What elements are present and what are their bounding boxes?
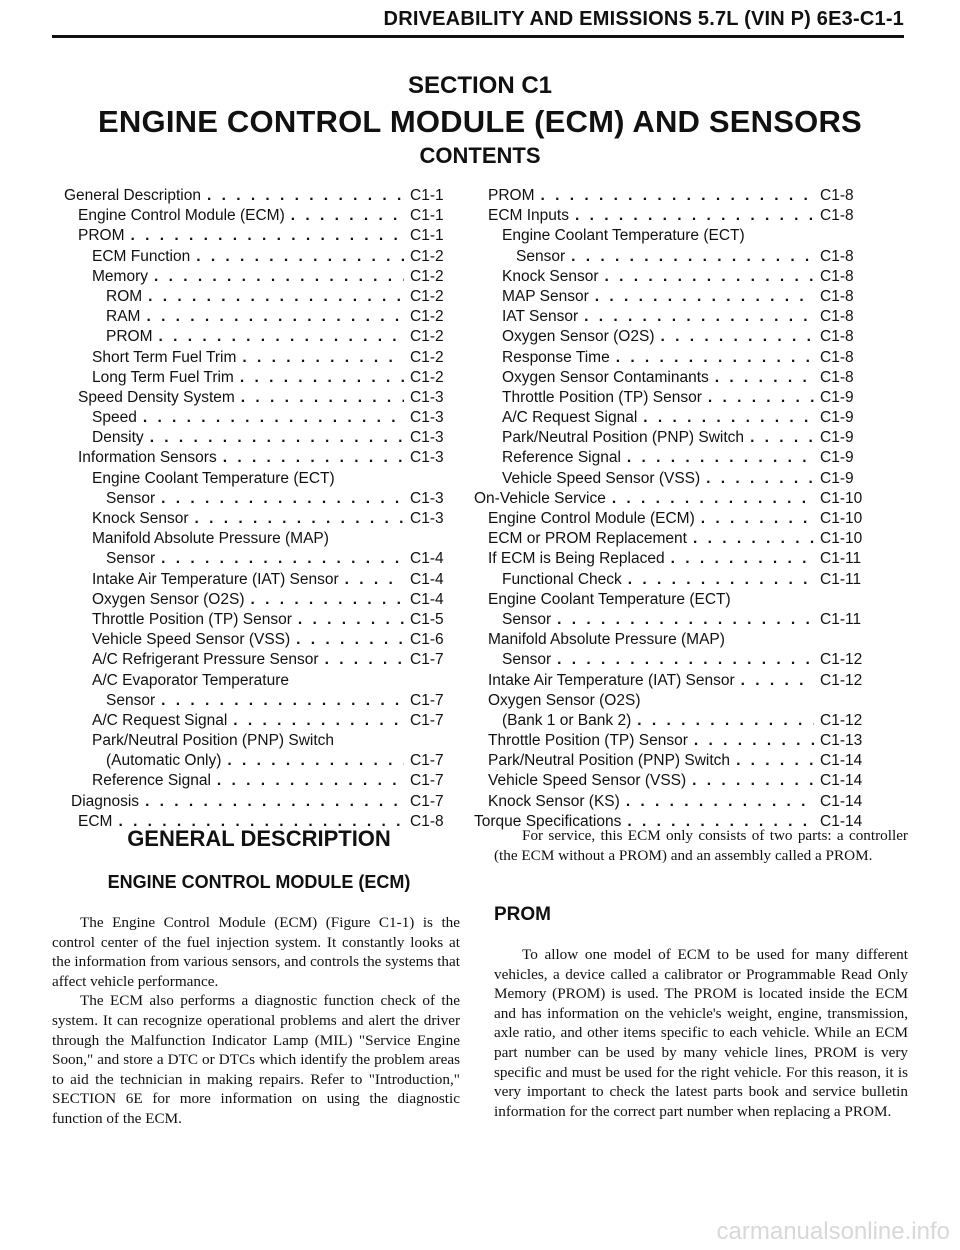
toc-leader-dots: [571, 247, 814, 267]
ecm-body: [52, 913, 460, 1129]
toc-entry-page: C1-3: [410, 388, 444, 406]
toc-leader-dots: [154, 267, 404, 287]
toc-entry: [64, 267, 454, 287]
toc-leader-dots: [612, 489, 814, 509]
toc-entry: [64, 428, 454, 448]
toc-entry: [474, 590, 864, 610]
toc-leader-dots: [217, 771, 404, 791]
toc-entry-label: Engine Control Module (ECM): [78, 207, 285, 225]
toc-entry-label: Knock Sensor (KS): [488, 792, 620, 810]
toc-leader-dots: [131, 226, 405, 246]
toc-entry: [474, 751, 864, 771]
toc-entry-label: Memory: [92, 267, 148, 285]
toc-entry-page: C1-4: [410, 590, 444, 608]
toc-entry-page: C1-7: [410, 752, 444, 770]
toc-entry: [474, 570, 864, 590]
toc-entry-label: Sensor: [106, 691, 156, 709]
toc-entry-page: C1-8: [820, 187, 854, 204]
toc-leader-dots: [616, 348, 814, 368]
toc-entry-page: C1-8: [820, 207, 854, 225]
toc-entry-label: IAT Sensor: [502, 308, 579, 326]
toc-entry-page: C1-4: [410, 570, 444, 588]
toc-entry: [64, 529, 454, 549]
toc-entry: [64, 206, 454, 226]
toc-entry-label: ECM or PROM Replacement: [488, 530, 687, 548]
toc-entry: [64, 186, 454, 206]
toc-entry-label: Engine Control Module (ECM): [488, 510, 695, 527]
toc-entry-label: A/C Refrigerant Pressure Sensor: [92, 651, 319, 669]
toc-entry-label: A/C Request Signal: [502, 409, 638, 427]
toc-entry-label: Knock Sensor: [502, 267, 599, 285]
toc-entry-label: Reference Signal: [92, 772, 211, 790]
toc-entry: [474, 247, 864, 267]
service-paragraph: For service, this ECM only consists of two parts: a controller (the ECM without a PROM) and an assembly called a PROM.: [494, 827, 908, 864]
toc-entry-page: C1-9: [820, 469, 854, 487]
toc-entry-page: C1-7: [410, 651, 444, 669]
toc-entry-page: C1-3: [410, 510, 444, 527]
toc-leader-dots: [671, 549, 814, 569]
toc-entry-page: C1-7: [410, 691, 444, 709]
toc-entry-label: Short Term Fuel Trim: [92, 348, 237, 366]
toc-leader-dots: [296, 630, 404, 650]
contents-heading: CONTENTS: [419, 143, 541, 168]
prom-paragraph: To allow one model of ECM to be used for many different vehicles, a device called a calibrator or Programmable Read Only Memory (PROM) is used. The PROM is located inside the ECM and has information on the vehicle's weight, engine, transmission, axle ratio, and other items specific to each vehicle. While an ECM part number can be used by many vehicle lines, PROM is very specific and must be used for the right vehicle. For this reason, it is very important to check the latest parts book and service bulletin information for the correct part number when replacing a PROM.: [494, 946, 908, 1120]
toc-entry-page: C1-12: [820, 711, 863, 729]
toc-leader-dots: [233, 711, 404, 731]
toc-entry: [64, 348, 454, 368]
toc-entry-label: Throttle Position (TP) Sensor: [92, 610, 292, 628]
toc-entry: [474, 408, 864, 428]
toc-entry-page: C1-9: [820, 429, 854, 447]
toc-entry-page: C1-9: [820, 409, 854, 427]
toc-entry-label: Functional Check: [502, 570, 622, 588]
toc-entry: [474, 186, 864, 206]
toc-entry-label: ECM Inputs: [488, 207, 569, 225]
toc-entry: [474, 448, 864, 468]
page-header: [0, 0, 960, 40]
toc-entry: [474, 428, 864, 448]
toc-entry-page: C1-2: [410, 267, 444, 285]
toc-leader-dots: [694, 731, 814, 751]
toc-entry: [474, 771, 864, 791]
toc-leader-dots: [708, 388, 814, 408]
toc-entry: [474, 509, 864, 529]
toc-entry-label: PROM: [488, 187, 535, 204]
ecm-paragraph-1: The Engine Control Module (ECM) (Figure C1-1) is the control center of the fuel injection system. It constantly looks at the information from various sensors, and controls the systems that affect vehicle performance.: [52, 914, 460, 990]
service-body: [494, 826, 908, 865]
toc-entry-page: C1-2: [410, 348, 444, 366]
toc-entry: [64, 771, 454, 791]
toc-entry-label: Sensor: [106, 489, 156, 507]
toc-entry: [474, 792, 864, 812]
toc-entry: [64, 247, 454, 267]
toc-leader-dots: [240, 368, 404, 388]
toc-entry-label: (Bank 1 or Bank 2): [502, 711, 632, 729]
toc-entry-page: C1-1: [410, 207, 444, 225]
toc-entry-label: Response Time: [502, 348, 610, 366]
toc-entry: [474, 327, 864, 347]
toc-entry-label: MAP Sensor: [502, 287, 589, 305]
toc-entry-label: Intake Air Temperature (IAT) Sensor: [92, 570, 339, 588]
toc-entry: [474, 549, 864, 569]
toc-entry-page: C1-8: [820, 328, 854, 346]
toc-entry-label: Density: [92, 429, 144, 447]
toc-entry-page: C1-14: [820, 772, 863, 790]
toc-entry: [64, 509, 454, 529]
toc-entry-label: Vehicle Speed Sensor (VSS): [92, 631, 291, 649]
toc-entry-page: C1-3: [410, 409, 444, 427]
toc-entry-page: C1-8: [820, 287, 854, 305]
toc-entry: [64, 711, 454, 731]
toc-entry-page: C1-10: [820, 530, 863, 548]
toc-entry-label: PROM: [106, 328, 153, 346]
toc-entry-page: C1-13: [820, 732, 863, 750]
toc-leader-dots: [736, 751, 814, 771]
toc-entry: [64, 671, 454, 691]
toc-entry-page: C1-6: [410, 631, 444, 649]
toc-entry-label: If ECM is Being Replaced: [488, 550, 665, 568]
toc-entry-label: On-Vehicle Service: [474, 489, 606, 507]
toc-entry: [64, 630, 454, 650]
toc-leader-dots: [692, 771, 814, 791]
toc-leader-dots: [741, 671, 814, 691]
toc-leader-dots: [706, 469, 814, 489]
toc-entry-page: C1-9: [820, 388, 854, 406]
toc-leader-dots: [325, 650, 404, 670]
toc-entry-label: Oxygen Sensor Contaminants: [502, 368, 709, 386]
toc-entry-page: C1-4: [410, 550, 444, 568]
toc-entry: [64, 448, 454, 468]
toc-entry-label: A/C Request Signal: [92, 711, 228, 729]
header-rule: [52, 35, 904, 38]
toc-entry-page: C1-12: [820, 671, 863, 689]
toc-entry-label: Throttle Position (TP) Sensor: [502, 388, 702, 406]
toc-entry-page: C1-12: [820, 651, 863, 669]
toc-entry: [474, 348, 864, 368]
toc-leader-dots: [750, 428, 814, 448]
toc-entry-page: C1-3: [410, 449, 444, 467]
toc-leader-dots: [143, 408, 404, 428]
toc-entry-label: Engine Coolant Temperature (ECT): [488, 590, 731, 608]
general-description-heading: GENERAL DESCRIPTION: [127, 826, 391, 851]
toc-entry: [64, 570, 454, 590]
toc-leader-dots: [291, 206, 404, 226]
toc-entry-label: ECM: [78, 812, 113, 830]
toc-entry: [474, 671, 864, 691]
header-title: DRIVEABILITY AND EMISSIONS 5.7L (VIN P) 6E3-C1-1: [383, 8, 904, 30]
toc-entry-label: Sensor: [502, 610, 552, 628]
toc-entry-label: RAM: [106, 308, 141, 326]
toc-entry-page: C1-11: [820, 570, 862, 588]
toc-entry-page: C1-8: [410, 812, 444, 830]
toc-entry-label: Park/Neutral Position (PNP) Switch: [92, 732, 335, 750]
toc-leader-dots: [693, 529, 814, 549]
toc-entry-label: Diagnosis: [71, 792, 140, 810]
toc-entry-label: Oxygen Sensor (O2S): [488, 691, 641, 709]
toc-leader-dots: [345, 570, 404, 590]
toc-entry-page: C1-8: [820, 308, 854, 326]
toc-entry-page: C1-7: [410, 792, 444, 810]
toc-entry-label: Vehicle Speed Sensor (VSS): [488, 772, 687, 790]
toc-entry-page: C1-1: [410, 187, 444, 204]
toc-right-column: [474, 186, 864, 832]
toc-entry-label: Manifold Absolute Pressure (MAP): [488, 631, 725, 649]
toc-entry-page: C1-8: [820, 368, 854, 386]
toc-entry-label: Vehicle Speed Sensor (VSS): [502, 469, 701, 487]
toc-entry-label: Throttle Position (TP) Sensor: [488, 732, 688, 750]
toc-entry-label: Park/Neutral Position (PNP) Switch: [502, 429, 745, 447]
toc-leader-dots: [605, 267, 815, 287]
toc-entry-label: Intake Air Temperature (IAT) Sensor: [488, 671, 735, 689]
toc-entry: [474, 691, 864, 711]
toc-leader-dots: [161, 549, 404, 569]
toc-entry-page: C1-3: [410, 429, 444, 447]
toc-entry: [64, 751, 454, 771]
toc-entry-label: ROM: [106, 287, 143, 305]
toc-entry: [64, 307, 454, 327]
toc-leader-dots: [207, 186, 404, 206]
toc-entry: [64, 691, 454, 711]
toc-leader-dots: [146, 307, 404, 327]
toc-entry-label: Sensor: [516, 247, 566, 265]
toc-entry-page: C1-7: [410, 772, 444, 790]
toc-entry: [64, 489, 454, 509]
toc-entry: [474, 529, 864, 549]
toc-entry: [474, 630, 864, 650]
toc-left-column: [64, 186, 454, 832]
ecm-heading: ENGINE CONTROL MODULE (ECM): [107, 872, 411, 892]
toc-entry-label: Torque Specifications: [474, 812, 622, 830]
toc-entry: [474, 226, 864, 246]
toc-entry: [474, 368, 864, 388]
toc-entry-page: C1-14: [820, 812, 863, 830]
toc-entry: [474, 711, 864, 731]
section-label: SECTION C1: [407, 72, 553, 99]
toc-entry-label: General Description: [64, 187, 201, 204]
toc-leader-dots: [643, 408, 814, 428]
ecm-paragraph-2: The ECM also performs a diagnostic function check of the system. It can recognize operational problems and alert the driver through the Malfunction Indicator Lamp (MIL) "Service Engine Soon," and store a DTC or DTCs which identify the problem areas to aid the technician in making repairs. Refer to "Introduction," SECTION 6E for more information on using the diagnostic function of the ECM.: [52, 992, 460, 1127]
toc-leader-dots: [575, 206, 814, 226]
toc-entry-label: (Automatic Only): [106, 752, 222, 770]
toc-leader-dots: [584, 307, 814, 327]
toc-leader-dots: [150, 428, 404, 448]
toc-entry-label: Information Sensors: [78, 449, 217, 467]
toc-entry: [64, 327, 454, 347]
toc-entry-label: Speed: [92, 409, 137, 427]
toc-leader-dots: [161, 489, 404, 509]
toc-leader-dots: [637, 711, 814, 731]
prom-heading: PROM: [494, 904, 551, 925]
toc-entry-page: C1-7: [410, 711, 444, 729]
toc-entry-page: C1-3: [410, 489, 444, 507]
toc-leader-dots: [223, 448, 404, 468]
toc-entry-page: C1-8: [820, 247, 854, 265]
section-title: ENGINE CONTROL MODULE (ECM) AND SENSORS: [98, 104, 862, 139]
toc-leader-dots: [227, 751, 404, 771]
toc-entry-label: Reference Signal: [502, 449, 621, 467]
toc-entry: [64, 610, 454, 630]
toc-leader-dots: [196, 247, 404, 267]
toc-entry: [474, 469, 864, 489]
toc-entry-label: Oxygen Sensor (O2S): [92, 590, 245, 608]
toc-entry-label: Long Term Fuel Trim: [92, 368, 234, 386]
toc-entry: [474, 731, 864, 751]
toc-entry-label: Engine Coolant Temperature (ECT): [92, 469, 335, 487]
prom-body: [494, 945, 908, 1121]
toc-leader-dots: [557, 650, 814, 670]
watermark: carmanualsonline.info: [716, 1218, 950, 1245]
toc-entry: [474, 650, 864, 670]
toc-entry-page: C1-10: [820, 510, 863, 527]
toc-leader-dots: [701, 509, 814, 529]
toc-entry: [474, 489, 864, 509]
toc-entry: [64, 368, 454, 388]
toc-entry: [64, 388, 454, 408]
toc-leader-dots: [250, 590, 404, 610]
toc-entry: [64, 792, 454, 812]
toc-entry-label: Manifold Absolute Pressure (MAP): [92, 530, 329, 548]
toc-entry: [474, 610, 864, 630]
toc-entry-page: C1-10: [820, 489, 863, 507]
toc-entry-label: PROM: [78, 227, 125, 245]
toc-entry: [474, 307, 864, 327]
toc-leader-dots: [148, 287, 404, 307]
toc-entry: [64, 226, 454, 246]
toc-entry: [64, 650, 454, 670]
toc-leader-dots: [628, 570, 814, 590]
toc-leader-dots: [595, 287, 814, 307]
toc-entry-page: C1-2: [410, 287, 444, 305]
toc-leader-dots: [626, 792, 814, 812]
toc-entry: [474, 206, 864, 226]
toc-entry: [64, 549, 454, 569]
toc-entry-page: C1-1: [410, 227, 444, 245]
toc-entry-label: Park/Neutral Position (PNP) Switch: [488, 752, 731, 770]
toc-leader-dots: [557, 610, 814, 630]
toc-leader-dots: [627, 448, 814, 468]
toc-entry-page: C1-5: [410, 610, 444, 628]
toc-entry-label: Engine Coolant Temperature (ECT): [502, 227, 745, 245]
toc-leader-dots: [242, 348, 404, 368]
toc-entry-page: C1-14: [820, 792, 863, 810]
toc-entry: [64, 731, 454, 751]
toc-entry-label: Knock Sensor: [92, 510, 189, 527]
toc-leader-dots: [195, 509, 405, 529]
toc-entry: [474, 287, 864, 307]
toc-entry: [474, 388, 864, 408]
toc-entry-page: C1-2: [410, 328, 444, 346]
toc-entry-label: A/C Evaporator Temperature: [92, 671, 290, 689]
toc-entry-page: C1-8: [820, 348, 854, 366]
toc-entry: [64, 287, 454, 307]
toc-entry: [64, 469, 454, 489]
toc-entry-page: C1-11: [820, 610, 862, 628]
toc-entry-label: Oxygen Sensor (O2S): [502, 328, 655, 346]
toc-entry-page: C1-11: [820, 550, 862, 568]
toc-entry-page: C1-2: [410, 308, 444, 326]
toc-entry: [474, 267, 864, 287]
toc-entry-label: ECM Function: [92, 247, 191, 265]
toc-leader-dots: [715, 368, 814, 388]
toc-entry-label: Sensor: [502, 651, 552, 669]
toc-entry-page: C1-14: [820, 752, 863, 770]
toc-leader-dots: [161, 691, 404, 711]
toc-leader-dots: [159, 327, 405, 347]
toc-entry-label: Sensor: [106, 550, 156, 568]
toc-entry: [64, 590, 454, 610]
toc-leader-dots: [241, 388, 404, 408]
toc-leader-dots: [145, 792, 404, 812]
toc-entry: [64, 408, 454, 428]
toc-entry-page: C1-8: [820, 267, 854, 285]
toc-leader-dots: [298, 610, 404, 630]
toc-leader-dots: [541, 186, 815, 206]
toc-entry-label: Speed Density System: [78, 388, 235, 406]
toc-leader-dots: [660, 327, 814, 347]
toc-entry-page: C1-2: [410, 368, 444, 386]
toc-entry-page: C1-9: [820, 449, 854, 467]
toc-entry-page: C1-2: [410, 247, 444, 265]
